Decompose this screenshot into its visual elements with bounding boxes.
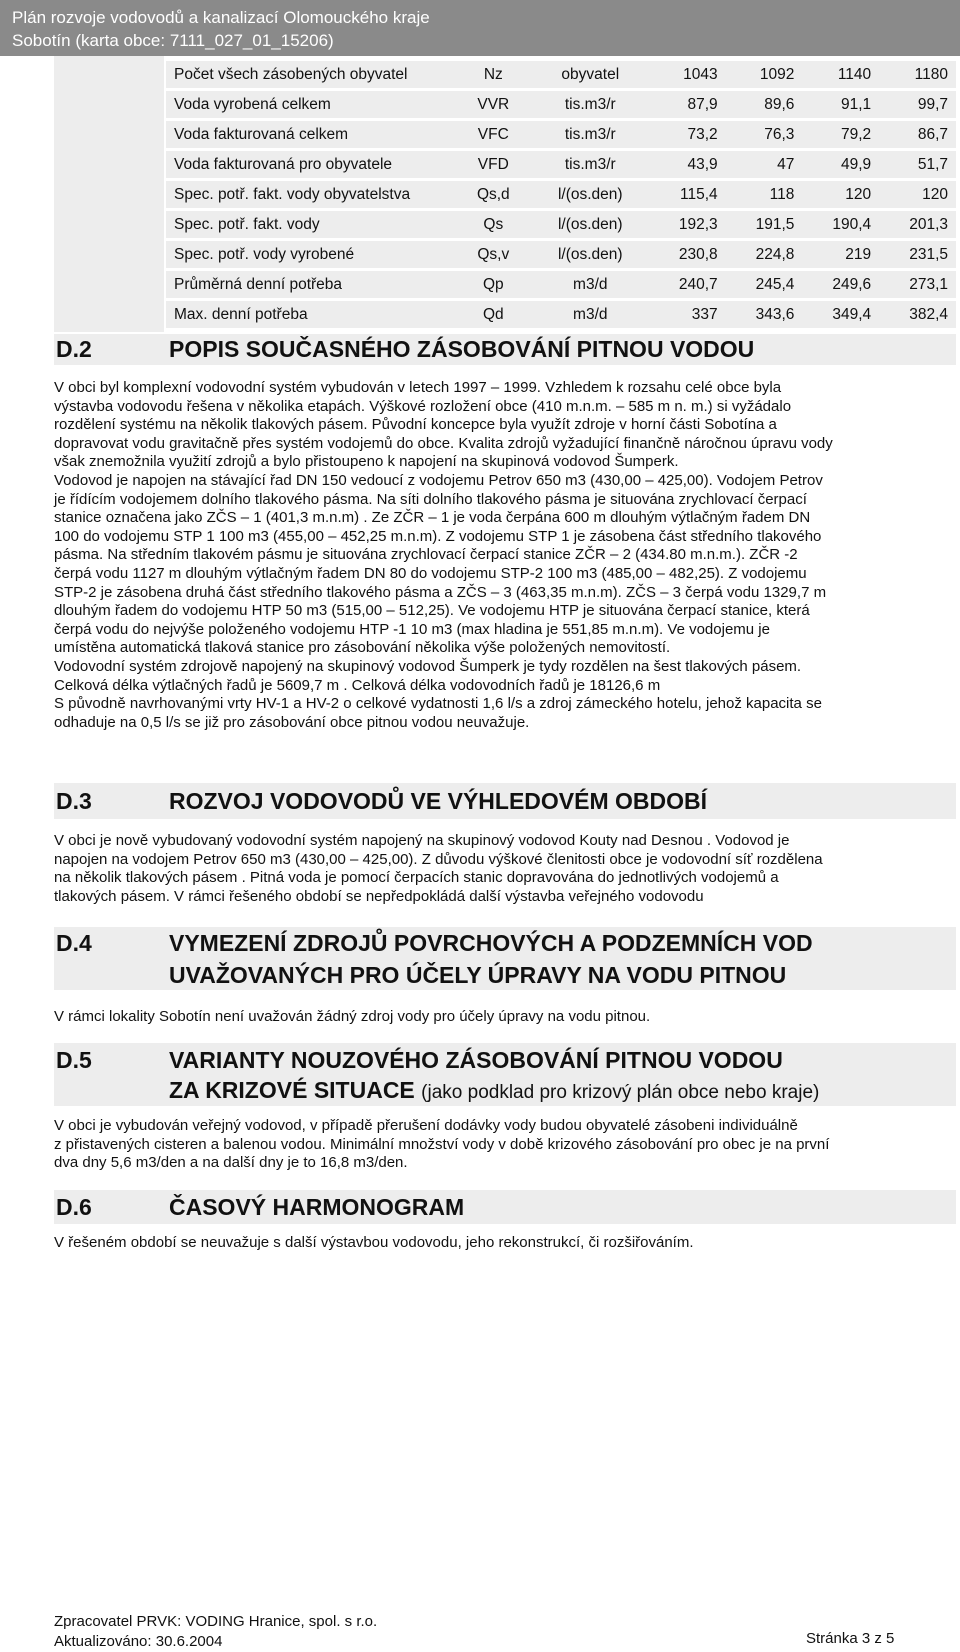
value-cell: 219: [802, 241, 879, 268]
text-line: pásma. Na středním tlakovém pásmu je situována zrychlovací čerpací stanice ZČR – 2 (434.80 m.n.m.). ZČR -2: [54, 546, 798, 564]
text-line: na několik tlakových pásem . Pitná voda je pomocí čerpacích stanic dopravována do jednotlivých vodojemů a: [54, 869, 779, 887]
text-line: Celková délka výtlačných řadů je 5609,7 m . Celková délka vodovodních řadů je 18126,6 m: [54, 676, 661, 694]
value-cell: 91,1: [802, 91, 879, 118]
value-cell: 249,6: [802, 271, 879, 298]
section-code: D.2: [56, 336, 92, 362]
indicator-symbol-cell: Qs: [455, 211, 532, 238]
text-line: STP-2 je zásobena druhá část středního tlakového pásma a ZČS – 3 (463,35 m.n.m). ZČS – 3 čerpá vodu 1329,7 m: [54, 583, 827, 601]
value-cell: 115,4: [649, 181, 726, 208]
section-title: ČASOVÝ HARMONOGRAM: [169, 1194, 465, 1220]
indicator-unit-cell: l/(os.den): [532, 241, 649, 268]
text-line: V obci je nově vybudovaný vodovodní systém napojený na skupinový vodovod Kouty nad Desnou . Vodovod je: [54, 832, 790, 849]
text-line: napojen na vodojem Petrov 650 m3 (430,00 – 425,00). Z důvodu výškové členitosti obce je vodovodní síť rozdělena: [54, 850, 823, 868]
text-line: S původně navrhovanými vrty HV-1 a HV-2 o celkové vydatnosti 1,6 l/s a zdroj zámeckého hotelu, jehož kapacita se: [54, 695, 822, 713]
footer-processor: Zpracovatel PRVK: VODING Hranice, spol. s r.o.: [54, 1613, 378, 1630]
section-title-note: (jako podklad pro krizový plán obce nebo kraje): [421, 1082, 820, 1103]
section-code: D.6: [56, 1194, 92, 1220]
value-cell: 51,7: [879, 151, 956, 178]
value-cell: 230,8: [649, 241, 726, 268]
indicator-unit-cell: l/(os.den): [532, 181, 649, 208]
text-line: je řídícím vodojemem dolního tlakového pásma. Na síti dolního tlakového pásma je situována zrychlovací čerpací: [54, 490, 807, 508]
section-text-d3: [54, 832, 954, 906]
indicator-symbol-cell: Qp: [455, 271, 532, 298]
indicator-symbol-cell: VFC: [455, 121, 532, 148]
table-row: [166, 271, 956, 298]
value-cell: 120: [879, 181, 956, 208]
table-row: [166, 61, 956, 88]
value-cell: 1140: [802, 61, 879, 88]
text-line: umístěna automatická tlaková stanice pro zásobování několika výše položených nemovitostí.: [54, 639, 671, 657]
section-title: ROZVOJ VODOVODŮ VE VÝHLEDOVÉM OBDOBÍ: [169, 788, 708, 814]
indicator-unit-cell: tis.m3/r: [532, 151, 649, 178]
value-cell: 190,4: [802, 211, 879, 238]
text-line: rozdělení systému na několik tlakových pásem. Původní koncepce byla využít zdroje v horní části Sobotína a: [54, 416, 777, 434]
value-cell: 382,4: [879, 301, 956, 328]
indicator-unit-cell: tis.m3/r: [532, 121, 649, 148]
value-cell: 224,8: [726, 241, 803, 268]
indicator-unit-cell: obyvatel: [532, 61, 649, 88]
document-title: Plán rozvoje vodovodů a kanalizací Olomouckého kraje: [12, 8, 430, 27]
text-line: čerpá vodu 1127 m dlouhým výtlačným řadem DN 80 do vodojemu STP-2 100 m3 (485,00 – 482,25). Z vodojemu: [54, 564, 807, 582]
indicator-name-cell: Průměrná denní potřeba: [166, 271, 455, 298]
indicator-unit-cell: tis.m3/r: [532, 91, 649, 118]
footer-left: [54, 1612, 377, 1652]
section-title-main: ZA KRIZOVÉ SITUACE: [169, 1077, 415, 1103]
section-code: D.5: [56, 1047, 92, 1073]
section-title: POPIS SOUČASNÉHO ZÁSOBOVÁNÍ PITNOU VODOU: [169, 336, 755, 362]
text-line: z přistavených cisteren a balenou vodou. Minimální množství vody v době krizového zásobování pro obec je na první: [54, 1135, 830, 1153]
section-code: D.4: [56, 930, 92, 956]
value-cell: 86,7: [879, 121, 956, 148]
value-cell: 337: [649, 301, 726, 328]
section-text-d2: [54, 379, 954, 732]
indicator-name-cell: Počet všech zásobených obyvatel: [166, 61, 455, 88]
text-line: 100 do vodojemu STP 1 100 m3 (455,00 – 452,25 m.n.m). Z vodojemu STP 1 je zásobena část středního tlakového: [54, 527, 822, 545]
water-demand-table: [166, 58, 956, 331]
section-title-line2: UVAŽOVANÝCH PRO ÚČELY ÚPRAVY NA VODU PITNOU: [169, 962, 787, 988]
value-cell: 191,5: [726, 211, 803, 238]
indicator-unit-cell: m3/d: [532, 271, 649, 298]
value-cell: 231,5: [879, 241, 956, 268]
table-left-margin-block: [54, 56, 164, 332]
value-cell: 245,4: [726, 271, 803, 298]
indicator-symbol-cell: VFD: [455, 151, 532, 178]
section-header-d4: [54, 927, 956, 990]
section-header-d3: [54, 783, 956, 819]
section-title-line1: VYMEZENÍ ZDROJŮ POVRCHOVÝCH A PODZEMNÍCH VOD: [169, 930, 813, 956]
text-line: Vodovod je napojen na stávající řad DN 150 vedoucí z vodojemu Petrov 650 m3 (430,00 – 425,00). Vodojem Petrov: [54, 471, 823, 489]
value-cell: 43,9: [649, 151, 726, 178]
value-cell: 73,2: [649, 121, 726, 148]
text-line: tlakových pásem. V rámci řešeného období se nepředpokládá další výstavba veřejného vodovodu: [54, 887, 704, 905]
text-line: V rámci lokality Sobotín není uvažován žádný zdroj vody pro účely úpravy na vodu pitnou.: [54, 1008, 651, 1025]
text-line: Vodovodní systém zdrojově napojený na skupinový vodovod Šumperk je tydy rozdělen na šest tlakových pásem.: [54, 657, 802, 675]
text-line: dva dny 5,6 m3/den a na další dny je to 16,8 m3/den.: [54, 1154, 408, 1172]
value-cell: 1043: [649, 61, 726, 88]
value-cell: 1180: [879, 61, 956, 88]
value-cell: 87,9: [649, 91, 726, 118]
text-line: však znemožnila využití zdrojů a bylo přistoupeno k napojení na skupinová vodovod Šumperk.: [54, 453, 679, 471]
text-line: čerpá vodu do nejvýše položeného vodojemu HTP -1 10 m3 (max hladina je 551,85 m.n.m). Ve vodojemu je: [54, 620, 770, 638]
indicator-symbol-cell: Qs,v: [455, 241, 532, 268]
indicator-name-cell: Voda fakturovaná celkem: [166, 121, 455, 148]
text-line: odhaduje na 0,5 l/s se již pro zásobování obce pitnou vodou neuvažuje.: [54, 713, 530, 731]
value-cell: 192,3: [649, 211, 726, 238]
value-cell: 99,7: [879, 91, 956, 118]
section-text-d4: [54, 1008, 954, 1027]
footer-updated: Aktualizováno: 30.6.2004: [54, 1633, 223, 1650]
indicator-name-cell: Voda vyrobená celkem: [166, 91, 455, 118]
table-row: [166, 241, 956, 268]
indicator-name-cell: Max. denní potřeba: [166, 301, 455, 328]
value-cell: 89,6: [726, 91, 803, 118]
value-cell: 1092: [726, 61, 803, 88]
section-header-d2: [54, 334, 956, 365]
text-line: dlouhým řadem do vodojemu HTP 50 m3 (515,00 – 512,25). Ve vodojemu HTP je situována čerpací stanice, která: [54, 602, 810, 620]
indicator-name-cell: Spec. potř. vody vyrobené: [166, 241, 455, 268]
value-cell: 79,2: [802, 121, 879, 148]
section-header-d6: [54, 1190, 956, 1224]
table-row: [166, 91, 956, 118]
table-row: [166, 211, 956, 238]
section-code: D.3: [56, 788, 92, 814]
section-title-line2: [169, 1077, 819, 1104]
section-text-d6: [54, 1234, 954, 1253]
indicator-unit-cell: l/(os.den): [532, 211, 649, 238]
value-cell: 349,4: [802, 301, 879, 328]
indicator-symbol-cell: Qd: [455, 301, 532, 328]
table-row: [166, 151, 956, 178]
indicator-name-cell: Spec. potř. fakt. vody: [166, 211, 455, 238]
text-line: V řešeném období se neuvažuje s další výstavbou vodovodu, jeho rekonstrukcí, či rozšiřováním.: [54, 1234, 694, 1251]
indicator-name-cell: Spec. potř. fakt. vody obyvatelstva: [166, 181, 455, 208]
value-cell: 120: [802, 181, 879, 208]
value-cell: 201,3: [879, 211, 956, 238]
value-cell: 240,7: [649, 271, 726, 298]
value-cell: 118: [726, 181, 803, 208]
text-line: V obci byl komplexní vodovodní systém vybudován v letech 1997 – 1999. Vzhledem k rozsahu celé obce byla: [54, 379, 782, 396]
text-line: V obci je vybudován veřejný vodovod, v případě přerušení dodávky vody budou obyvatelé zásobeni individuálně: [54, 1117, 798, 1134]
indicator-unit-cell: m3/d: [532, 301, 649, 328]
section-header-d5: [54, 1043, 956, 1106]
table-row: [166, 181, 956, 208]
document-header: [0, 0, 960, 56]
indicator-symbol-cell: VVR: [455, 91, 532, 118]
indicator-symbol-cell: Nz: [455, 61, 532, 88]
text-line: výstavba vodovodu řešena v několika etapách. Výškové rozložení obce (410 m.n.m. – 585 m n. m.) si vyžádalo: [54, 397, 792, 415]
table-row: [166, 301, 956, 328]
section-title-line1: VARIANTY NOUZOVÉHO ZÁSOBOVÁNÍ PITNOU VODOU: [169, 1047, 783, 1073]
section-text-d5: [54, 1117, 954, 1173]
text-line: stanice označena jako ZČS – 1 (401,3 m.n.m) . Ze ZČR – 1 je voda čerpána 600 m dlouhým výtlačným řadem DN: [54, 509, 811, 527]
document-subtitle: Sobotín (karta obce: 7111_027_01_15206): [12, 31, 334, 50]
value-cell: 49,9: [802, 151, 879, 178]
footer-page-number: Stránka 3 z 5: [806, 1630, 895, 1647]
value-cell: 343,6: [726, 301, 803, 328]
text-line: dopravovat vodu gravitačně přes systém vodojemů do obce. Kvalita zdrojů vyžadující finančně náročnou úpravu vody: [54, 434, 833, 452]
value-cell: 76,3: [726, 121, 803, 148]
indicator-name-cell: Voda fakturovaná pro obyvatele: [166, 151, 455, 178]
indicator-symbol-cell: Qs,d: [455, 181, 532, 208]
table-row: [166, 121, 956, 148]
value-cell: 273,1: [879, 271, 956, 298]
value-cell: 47: [726, 151, 803, 178]
